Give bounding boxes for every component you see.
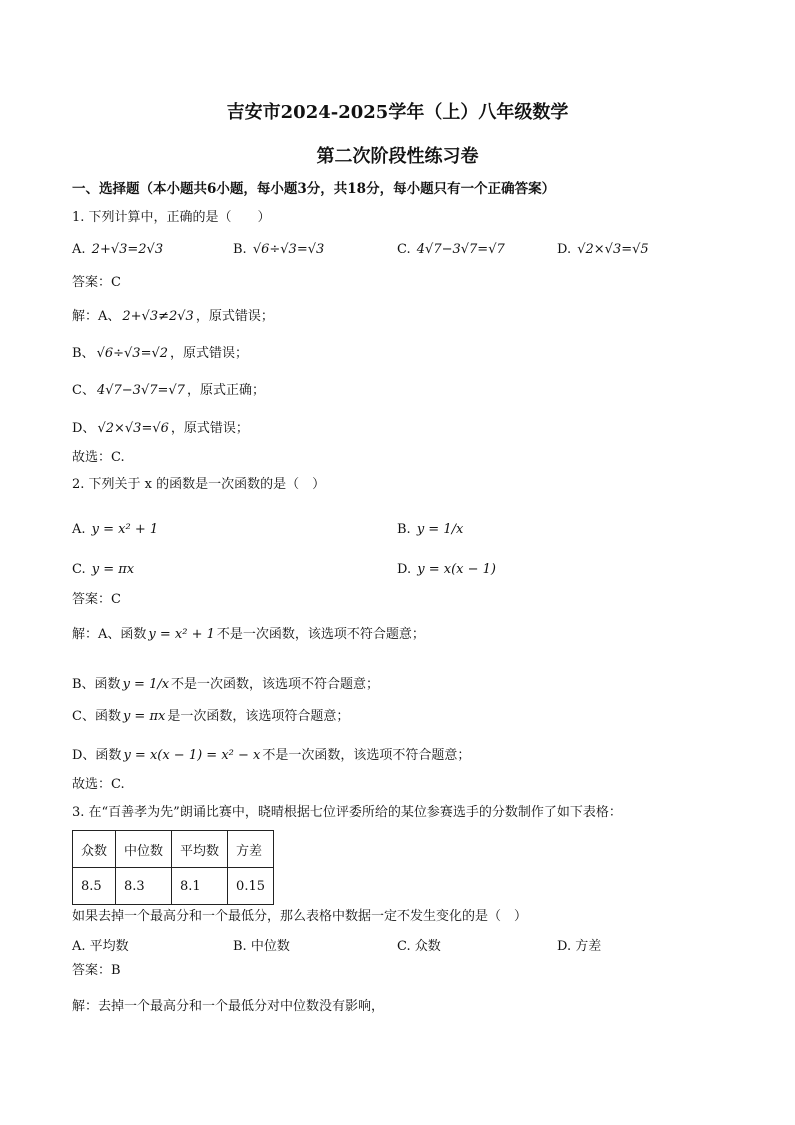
q1-option-label: A. xyxy=(72,242,86,257)
q3-option-c: C. 众数 xyxy=(397,939,441,954)
table-header-cell: 方差 xyxy=(228,831,274,868)
table-header-row xyxy=(73,831,274,868)
q2-solution-line: 解：A、函数 y = x² + 1 不是一次函数，该选项不符合题意； xyxy=(72,627,425,642)
table-header-cell: 平均数 xyxy=(172,831,228,868)
table-header-cell: 中位数 xyxy=(116,831,172,868)
q1-option-math: 4√7−3√7=√7 xyxy=(416,242,505,257)
q1-option-b xyxy=(233,242,326,257)
q1-solution-line: 解：A、 2+√3≠2√3 ，原式错误； xyxy=(72,309,274,324)
solution-math: y = 1/x xyxy=(122,677,170,692)
q1-option-math: √2×√3=√5 xyxy=(577,242,649,257)
page-title: 吉安市2024-2025学年（上）八年级数学 xyxy=(226,102,569,123)
solution-math: y = x² + 1 xyxy=(148,627,215,642)
q1-solution-line: C、 4√7−3√7=√7 ，原式正确； xyxy=(72,383,265,398)
table-row xyxy=(73,868,274,905)
q1-choose: 故选：C. xyxy=(72,450,125,465)
q1-option-label: C. xyxy=(397,242,411,257)
table-cell: 8.1 xyxy=(172,868,228,905)
q1-option-math: √6÷√3=√3 xyxy=(252,242,325,257)
q2-option-math: y = x² + 1 xyxy=(91,522,159,537)
score-stats-table xyxy=(72,830,274,905)
q2-option-math: y = x(x − 1) xyxy=(417,562,496,577)
table-header-cell: 众数 xyxy=(73,831,116,868)
q1-solution-line: D、 √2×√3=√6 ，原式错误； xyxy=(72,421,249,436)
q3-option-a: A. 平均数 xyxy=(72,939,129,954)
q3-question: 如果去掉一个最高分和一个最低分，那么表格中数据一定不发生变化的是（ ） xyxy=(72,909,528,924)
q3-option-d: D. 方差 xyxy=(557,939,602,954)
q1-solution-line: B、 √6÷√3=√2 ，原式错误； xyxy=(72,346,249,361)
q1-option-label: D. xyxy=(557,242,572,257)
q1-option-c xyxy=(397,242,507,257)
solution-math: √2×√3=√6 xyxy=(97,421,169,436)
q2-option-math: y = 1/x xyxy=(416,522,464,537)
q2-answer: 答案：C xyxy=(72,592,121,607)
q2-stem: 2. 下列关于 x 的函数是一次函数的是（ ） xyxy=(72,477,326,492)
q3-solution: 解：去掉一个最高分和一个最低分对中位数没有影响， xyxy=(72,999,385,1014)
q2-choose: 故选：C. xyxy=(72,777,125,792)
q2-option-a xyxy=(72,522,160,537)
q2-option-c xyxy=(72,562,136,577)
q2-option-label: B. xyxy=(397,522,411,537)
q1-option-label: B. xyxy=(233,242,247,257)
solution-math: y = πx xyxy=(122,709,166,724)
q1-answer: 答案：C xyxy=(72,275,121,290)
page-subtitle: 第二次阶段性练习卷 xyxy=(316,146,479,167)
table-cell: 8.3 xyxy=(116,868,172,905)
q1-stem: 1. 下列计算中，正确的是（ ） xyxy=(72,210,271,225)
q2-option-label: A. xyxy=(72,522,86,537)
q1-option-d xyxy=(557,242,651,257)
q1-option-a xyxy=(72,242,165,257)
q2-option-label: C. xyxy=(72,562,86,577)
q2-option-d xyxy=(397,562,498,577)
table-cell: 8.5 xyxy=(73,868,116,905)
solution-math: 2+√3≠2√3 xyxy=(122,309,194,324)
q1-option-math: 2+√3=2√3 xyxy=(91,242,164,257)
q2-solution-line: C、函数 y = πx 是一次函数，该选项符合题意； xyxy=(72,709,350,724)
q2-option-b xyxy=(397,522,465,537)
q3-stem: 3. 在“百善孝为先”朗诵比赛中，晓晴根据七位评委所给的某位参赛选手的分数制作了如下表格： xyxy=(72,805,622,820)
q3-option-b: B. 中位数 xyxy=(233,939,290,954)
table-cell: 0.15 xyxy=(228,868,274,905)
q2-solution-line: B、函数 y = 1/x 不是一次函数，该选项不符合题意； xyxy=(72,677,380,692)
q2-solution-line: D、函数 y = x(x − 1) = x² − x 不是一次函数，该选项不符合题意； xyxy=(72,748,471,763)
solution-math: √6÷√3=√2 xyxy=(96,346,169,361)
section-heading: 一、选择题（本小题共6小题，每小题3分，共18分，每小题只有一个正确答案） xyxy=(72,181,556,197)
solution-math: y = x(x − 1) = x² − x xyxy=(123,748,261,763)
solution-math: 4√7−3√7=√7 xyxy=(96,383,185,398)
q2-option-label: D. xyxy=(397,562,412,577)
q2-option-math: y = πx xyxy=(91,562,135,577)
q3-answer: 答案：B xyxy=(72,963,121,978)
